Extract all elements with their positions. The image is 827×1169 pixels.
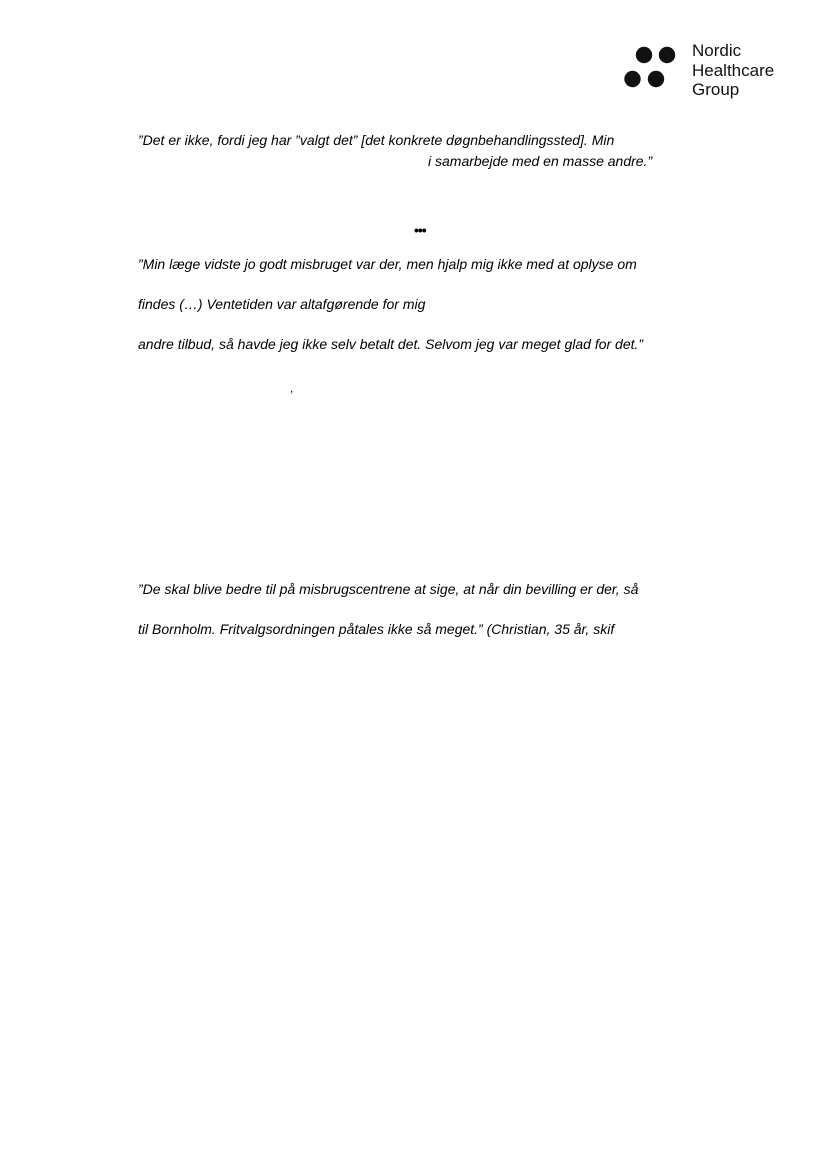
logo-word-healthcare: Healthcare — [692, 60, 775, 80]
logo-word-group: Group — [692, 80, 740, 99]
quote3-line2: til Bornholm. Fritvalgsordningen påtales ikke så meget.” (Christian, 35 år, skif — [138, 621, 615, 637]
quote2-line2: findes (…) Ventetiden var altafgørende for mig — [138, 296, 426, 312]
logo-word-nordic: Nordic — [692, 41, 742, 60]
quote2-line1: ”Min læge vidste jo godt misbruget var der, men hjalp mig ikke med at oplyse om — [138, 256, 637, 272]
stray-mark: , — [290, 381, 294, 395]
logo-dots-icon — [623, 46, 679, 92]
section-separator: ••• — [414, 222, 426, 238]
logo-wordmark — [692, 41, 774, 100]
company-logo — [623, 41, 803, 101]
quote1-line2: i samarbejde med en masse andre.” — [428, 153, 653, 169]
quote1-line1: ”Det er ikke, fordi jeg har ”valgt det” [det konkrete døgnbehandlingssted]. Min — [138, 132, 615, 148]
quote3-line1: ”De skal blive bedre til på misbrugscentrene at sige, at når din bevilling er der, så — [138, 581, 639, 597]
quote2-line3: andre tilbud, så havde jeg ikke selv betalt det. Selvom jeg var meget glad for det.” — [138, 336, 644, 352]
